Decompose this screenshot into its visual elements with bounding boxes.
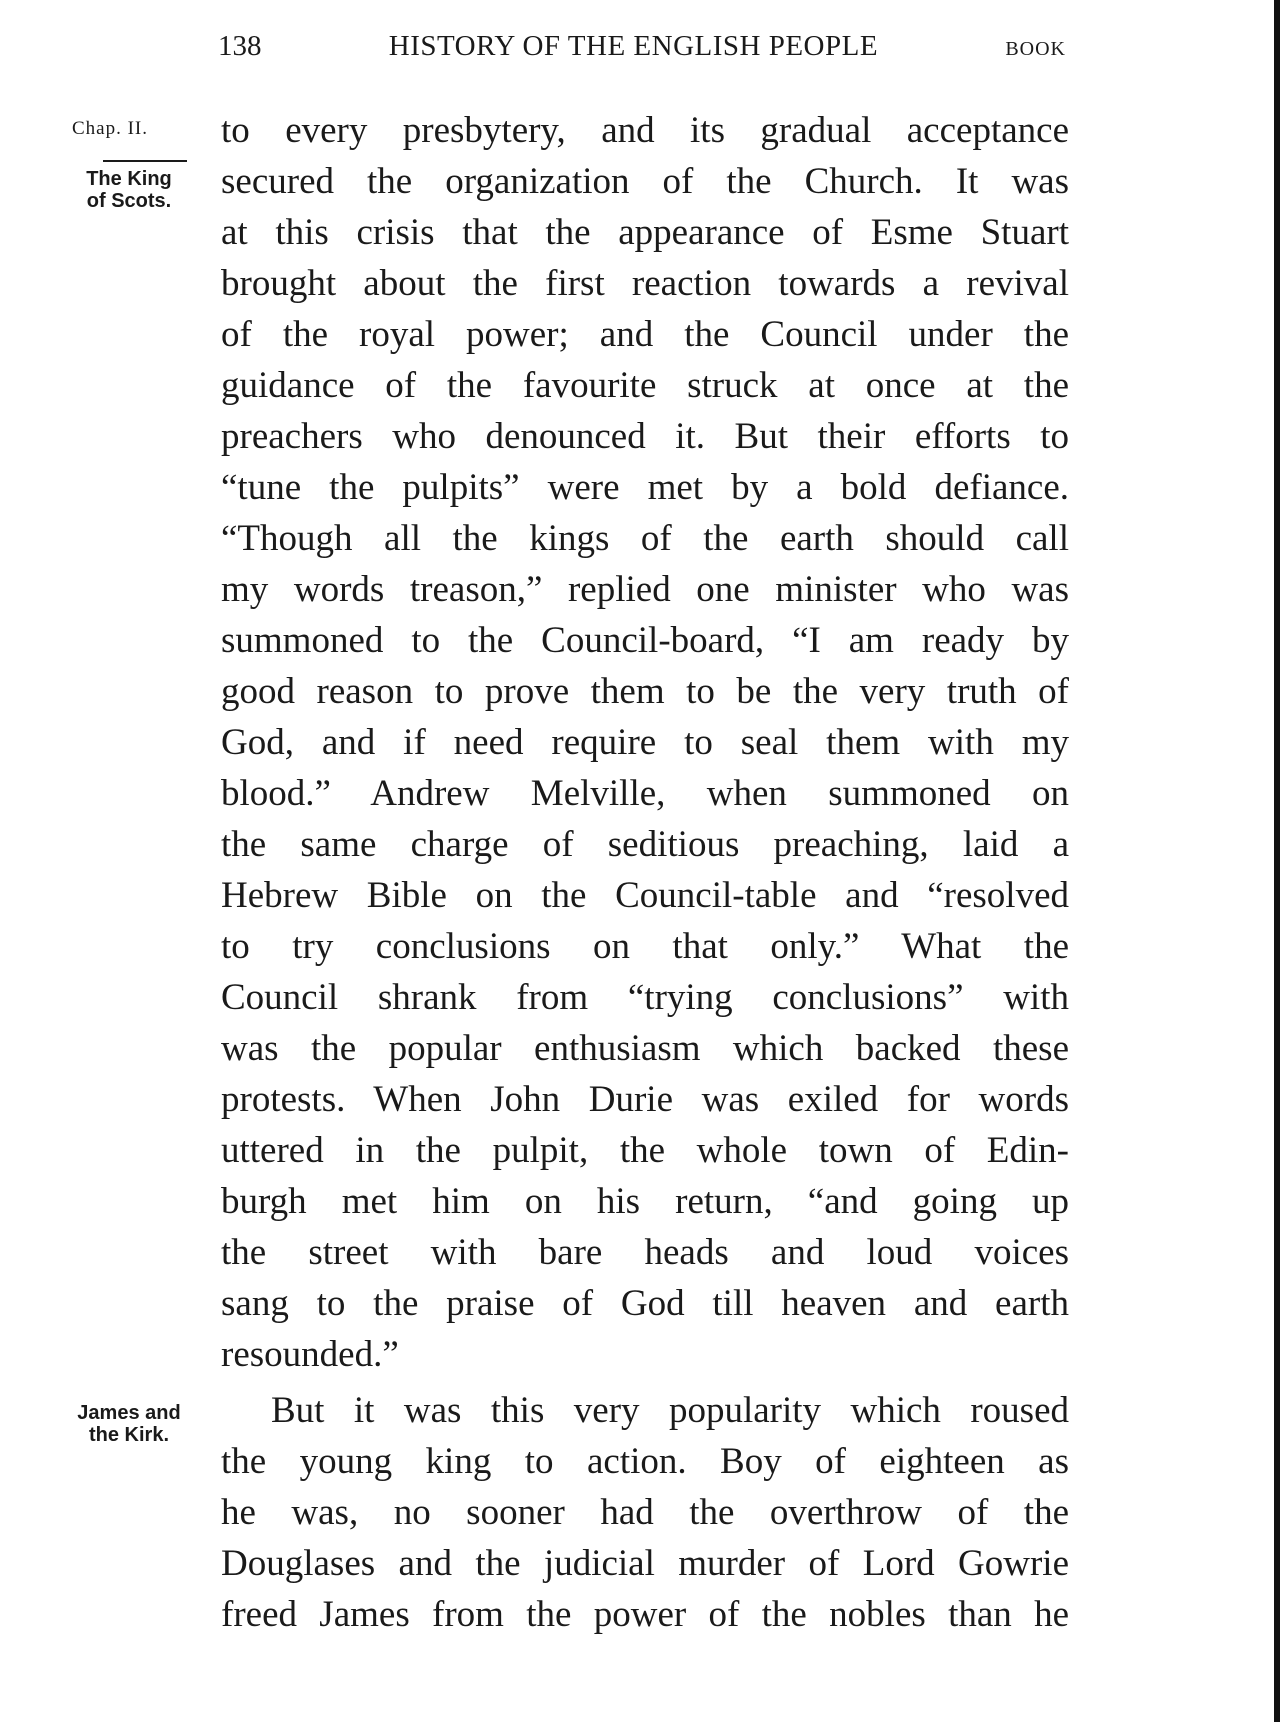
text-line: But it was this very popularity which roused [271, 1390, 1069, 1431]
chapter-rule [103, 160, 187, 162]
text-line: was the popular enthusiasm which backed these [221, 1028, 1069, 1069]
text-line: good reason to prove them to be the very truth of [221, 671, 1069, 712]
text-line: of the royal power; and the Council under the [221, 314, 1069, 355]
page-number: 138 [218, 30, 262, 62]
margin-note-king-of-scots [64, 168, 194, 212]
text-line: the street with bare heads and loud voices [221, 1232, 1069, 1273]
paragraph-2 [221, 1385, 1069, 1640]
text-line: the same charge of seditious preaching, laid a [221, 824, 1069, 865]
chapter-reference: Chap. II. [72, 118, 149, 139]
text-line: at this crisis that the appearance of Esme Stuart [221, 212, 1069, 253]
text-line: Council shrank from “trying conclusions” with [221, 977, 1069, 1018]
text-line: sang to the praise of God till heaven and earth [221, 1283, 1069, 1324]
text-line: guidance of the favourite struck at once at the [221, 365, 1069, 406]
text-line: resounded.” [221, 1334, 399, 1375]
text-line: my words treason,” replied one minister who was [221, 569, 1069, 610]
margin-note-james-and-the-kirk [64, 1402, 194, 1446]
text-line: to try conclusions on that only.” What the [221, 926, 1069, 967]
text-line: freed James from the power of the nobles than he [221, 1594, 1069, 1635]
text-line: the young king to action. Boy of eighteen as [221, 1441, 1069, 1482]
text-line: blood.” Andrew Melville, when summoned on [221, 773, 1069, 814]
text-line: God, and if need require to seal them with my [221, 722, 1069, 763]
text-line: brought about the first reaction towards a revival [221, 263, 1069, 304]
running-head [218, 30, 1066, 70]
text-line: he was, no sooner had the overthrow of the [221, 1492, 1069, 1533]
text-line: Douglases and the judicial murder of Lord Gowrie [221, 1543, 1069, 1584]
running-title: HISTORY OF THE ENGLISH PEOPLE [388, 30, 879, 62]
text-line: preachers who denounced it. But their efforts to [221, 416, 1069, 457]
text-line: burgh met him on his return, “and going up [221, 1181, 1069, 1222]
text-line: summoned to the Council-board, “I am ready by [221, 620, 1069, 661]
margin-note-line: The King [86, 168, 172, 190]
margin-note-line: James and [77, 1402, 181, 1424]
margin-note-line: the Kirk. [88, 1424, 170, 1446]
margin-note-line: of Scots. [86, 190, 172, 212]
text-line: Hebrew Bible on the Council-table and “resolved [221, 875, 1069, 916]
text-line: to every presbytery, and its gradual acceptance [221, 110, 1069, 151]
text-line: “tune the pulpits” were met by a bold defiance. [221, 467, 1069, 508]
text-line: uttered in the pulpit, the whole town of Edin- [221, 1130, 1069, 1171]
binding-edge [1274, 0, 1280, 1722]
text-line: secured the organization of the Church. It was [221, 161, 1069, 202]
text-line: “Though all the kings of the earth should call [221, 518, 1069, 559]
paragraph-1 [221, 105, 1069, 1380]
text-line: protests. When John Durie was exiled for words [221, 1079, 1069, 1120]
book-label: BOOK [1005, 38, 1066, 60]
